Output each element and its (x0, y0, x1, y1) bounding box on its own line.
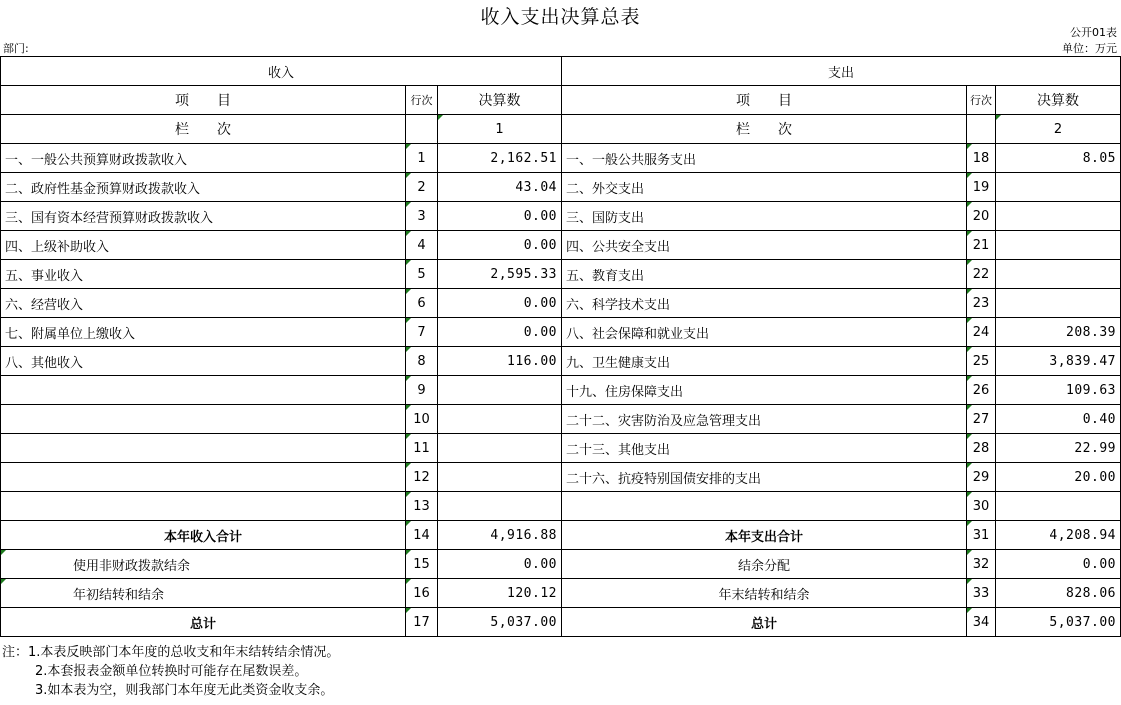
expense-line-number: 27 (967, 405, 996, 434)
total-row (1, 521, 1121, 550)
income-amount: 2,595.33 (438, 260, 562, 289)
income-item: 八、其他收入 (1, 347, 406, 376)
income-item: 五、事业收入 (1, 260, 406, 289)
expense-line-number: 26 (967, 376, 996, 405)
total-row (1, 550, 1121, 579)
expense-line-number: 29 (967, 463, 996, 492)
income-amount: 0.00 (438, 318, 562, 347)
expense-item: 二十二、灾害防治及应急管理支出 (562, 405, 967, 434)
income-item (1, 405, 406, 434)
expense-amount: 22.99 (996, 434, 1121, 463)
expense-total-line: 33 (967, 579, 996, 608)
expense-line-blank (967, 115, 996, 144)
table-row (1, 463, 1121, 492)
column-number-row (1, 115, 1121, 144)
income-line-number: 11 (406, 434, 438, 463)
expense-line-number: 22 (967, 260, 996, 289)
table-row (1, 231, 1121, 260)
income-header: 收入 (1, 57, 562, 86)
expense-item-header: 项 目 (562, 86, 967, 115)
expense-total-item: 本年支出合计 (562, 521, 967, 550)
income-total-line: 14 (406, 521, 438, 550)
income-item: 四、上级补助收入 (1, 231, 406, 260)
expense-line-number: 30 (967, 492, 996, 521)
form-number: 公开01表 (1070, 26, 1117, 39)
expense-line-header: 行次 (967, 86, 996, 115)
income-item (1, 376, 406, 405)
expense-item: 六、科学技术支出 (562, 289, 967, 318)
expense-col-number: 2 (996, 115, 1121, 144)
expense-total-item: 总计 (562, 608, 967, 637)
income-amount: 116.00 (438, 347, 562, 376)
total-row (1, 608, 1121, 637)
income-item-header: 项 目 (1, 86, 406, 115)
income-col-number: 1 (438, 115, 562, 144)
income-line-blank (406, 115, 438, 144)
expense-amount: 20.00 (996, 463, 1121, 492)
expense-amount (996, 260, 1121, 289)
expense-line-number: 25 (967, 347, 996, 376)
income-total-amount: 0.00 (438, 550, 562, 579)
income-item: 一、一般公共预算财政拨款收入 (1, 144, 406, 173)
expense-item: 三、国防支出 (562, 202, 967, 231)
income-line-number: 8 (406, 347, 438, 376)
budget-table (0, 56, 1121, 637)
income-line-number: 13 (406, 492, 438, 521)
income-line-number: 2 (406, 173, 438, 202)
expense-total-amount: 4,208.94 (996, 521, 1121, 550)
income-item (1, 492, 406, 521)
table-row (1, 144, 1121, 173)
unit-label: 单位：万元 (1062, 42, 1117, 55)
expense-amount: 0.40 (996, 405, 1121, 434)
expense-amount (996, 289, 1121, 318)
income-line-number: 10 (406, 405, 438, 434)
income-item: 六、经营收入 (1, 289, 406, 318)
income-amount: 43.04 (438, 173, 562, 202)
expense-total-item: 年末结转和结余 (562, 579, 967, 608)
expense-item: 二十六、抗疫特别国债安排的支出 (562, 463, 967, 492)
expense-item: 二、外交支出 (562, 173, 967, 202)
table-row (1, 173, 1121, 202)
table-row (1, 318, 1121, 347)
income-amount (438, 463, 562, 492)
income-total-item: 本年收入合计 (1, 521, 406, 550)
income-amount (438, 492, 562, 521)
expense-line-number: 24 (967, 318, 996, 347)
income-amount: 0.00 (438, 289, 562, 318)
income-line-number: 7 (406, 318, 438, 347)
expense-line-number: 19 (967, 173, 996, 202)
expense-item: 一、一般公共服务支出 (562, 144, 967, 173)
expense-line-number: 20 (967, 202, 996, 231)
note-3: 3.如本表为空，则我部门本年度无此类资金收支余。 (35, 683, 334, 698)
income-item: 二、政府性基金预算财政拨款收入 (1, 173, 406, 202)
income-line-number: 3 (406, 202, 438, 231)
income-amount: 0.00 (438, 202, 562, 231)
expense-amount (996, 202, 1121, 231)
total-row (1, 579, 1121, 608)
table-row (1, 289, 1121, 318)
income-line-header: 行次 (406, 86, 438, 115)
expense-total-item: 结余分配 (562, 550, 967, 579)
table-row (1, 492, 1121, 521)
expense-line-number: 23 (967, 289, 996, 318)
income-total-line: 17 (406, 608, 438, 637)
expense-total-line: 34 (967, 608, 996, 637)
income-item: 三、国有资本经营预算财政拨款收入 (1, 202, 406, 231)
expense-total-line: 32 (967, 550, 996, 579)
notes (2, 643, 339, 700)
income-line-number: 6 (406, 289, 438, 318)
expense-amount: 208.39 (996, 318, 1121, 347)
expense-total-amount: 828.06 (996, 579, 1121, 608)
expense-row-label: 栏 次 (562, 115, 967, 144)
expense-total-amount: 5,037.00 (996, 608, 1121, 637)
income-total-line: 15 (406, 550, 438, 579)
table-row (1, 260, 1121, 289)
expense-line-number: 28 (967, 434, 996, 463)
income-amount: 2,162.51 (438, 144, 562, 173)
income-line-number: 9 (406, 376, 438, 405)
expense-amount (996, 492, 1121, 521)
expense-amount: 109.63 (996, 376, 1121, 405)
expense-item (562, 492, 967, 521)
expense-item: 五、教育支出 (562, 260, 967, 289)
income-line-number: 4 (406, 231, 438, 260)
expense-item: 八、社会保障和就业支出 (562, 318, 967, 347)
income-line-number: 5 (406, 260, 438, 289)
income-row-label: 栏 次 (1, 115, 406, 144)
table-row (1, 376, 1121, 405)
table-row (1, 202, 1121, 231)
note-2: 2.本套报表金额单位转换时可能存在尾数误差。 (35, 664, 308, 679)
department-label: 部门: (3, 42, 29, 55)
income-total-item: 年初结转和结余 (1, 579, 406, 608)
page-title: 收入支出决算总表 (480, 6, 641, 28)
income-total-line: 16 (406, 579, 438, 608)
note-1: 注：1.本表反映部门本年度的总收支和年末结转结余情况。 (2, 645, 340, 660)
table-row (1, 434, 1121, 463)
table-row (1, 347, 1121, 376)
expense-line-number: 21 (967, 231, 996, 260)
table-row (1, 405, 1121, 434)
income-line-number: 12 (406, 463, 438, 492)
income-amount (438, 434, 562, 463)
expense-amount (996, 231, 1121, 260)
expense-total-amount: 0.00 (996, 550, 1121, 579)
expense-item: 十九、住房保障支出 (562, 376, 967, 405)
expense-amount: 3,839.47 (996, 347, 1121, 376)
expense-header: 支出 (562, 57, 1121, 86)
expense-amount (996, 173, 1121, 202)
income-amount (438, 376, 562, 405)
column-header-row (1, 86, 1121, 115)
income-line-number: 1 (406, 144, 438, 173)
income-item (1, 434, 406, 463)
income-amount: 0.00 (438, 231, 562, 260)
income-item (1, 463, 406, 492)
section-header-row (1, 57, 1121, 86)
expense-amount: 8.05 (996, 144, 1121, 173)
expense-total-line: 31 (967, 521, 996, 550)
income-total-amount: 5,037.00 (438, 608, 562, 637)
income-total-item: 使用非财政拨款结余 (1, 550, 406, 579)
income-total-item: 总计 (1, 608, 406, 637)
expense-item: 四、公共安全支出 (562, 231, 967, 260)
income-amount-header: 决算数 (438, 86, 562, 115)
income-amount (438, 405, 562, 434)
expense-item: 二十三、其他支出 (562, 434, 967, 463)
income-total-amount: 120.12 (438, 579, 562, 608)
income-total-amount: 4,916.88 (438, 521, 562, 550)
income-item: 七、附属单位上缴收入 (1, 318, 406, 347)
expense-amount-header: 决算数 (996, 86, 1121, 115)
expense-item: 九、卫生健康支出 (562, 347, 967, 376)
expense-line-number: 18 (967, 144, 996, 173)
